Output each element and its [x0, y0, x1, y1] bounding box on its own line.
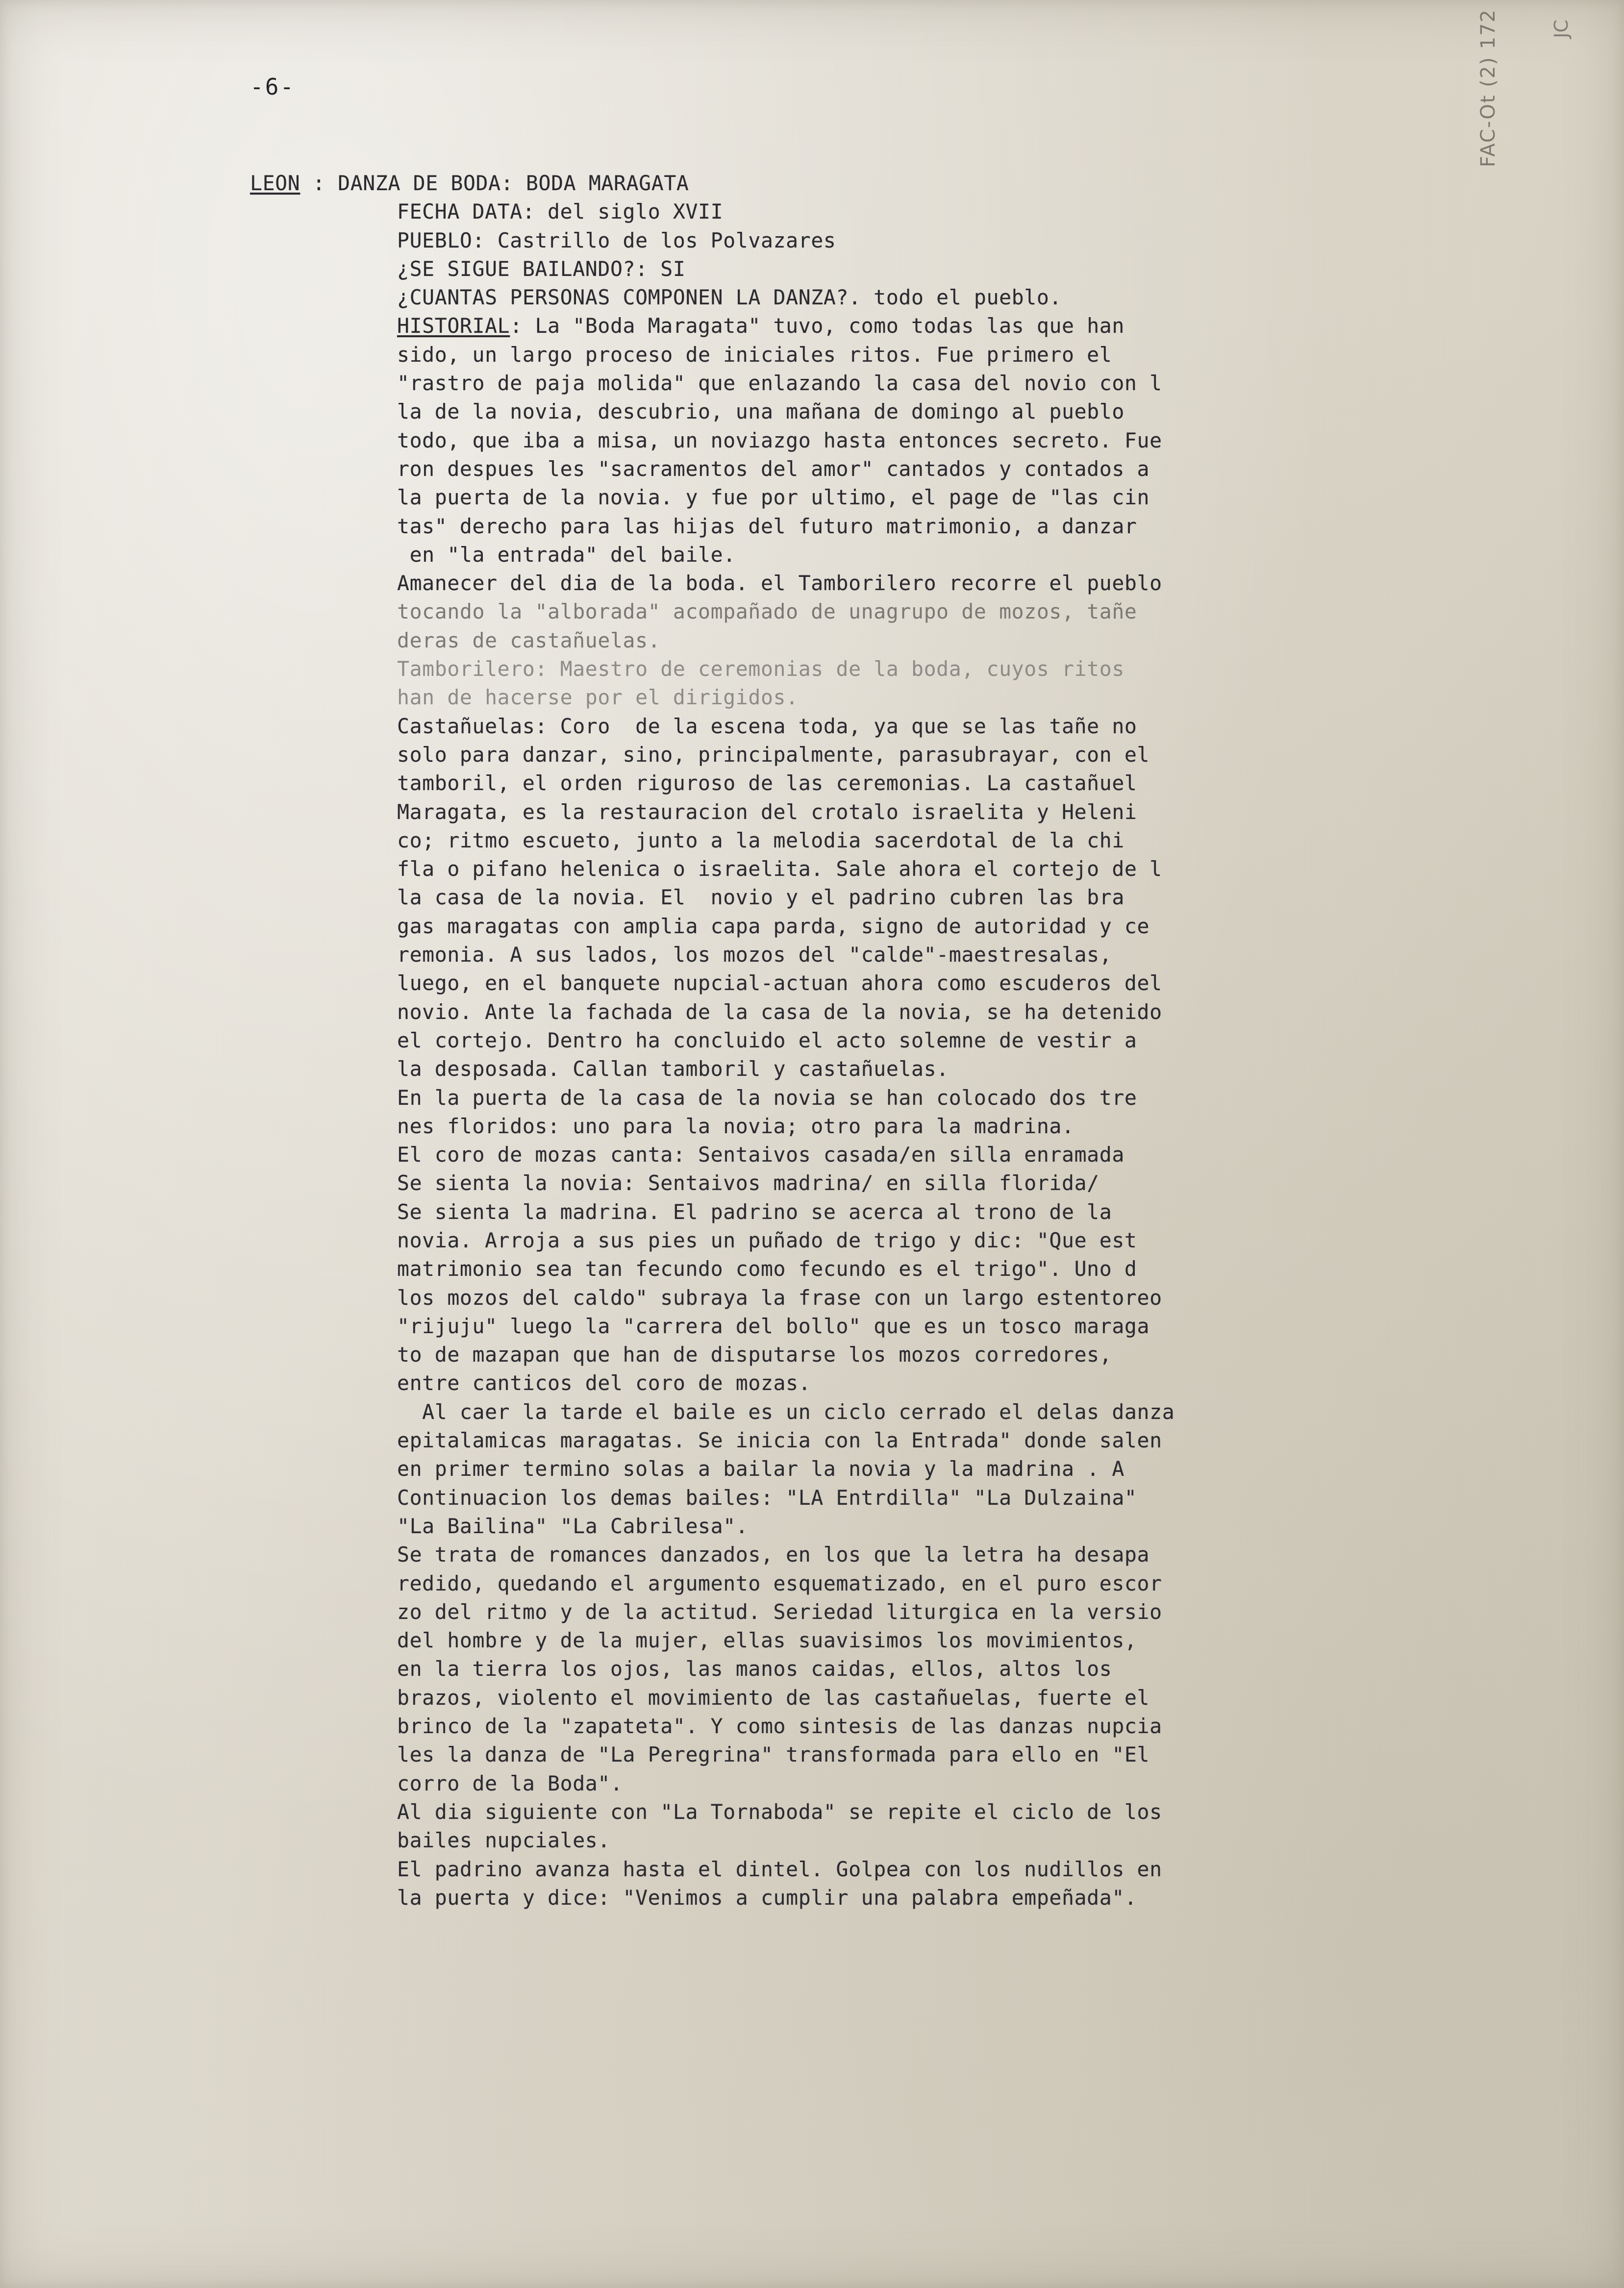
prose-line: [250, 1312, 1574, 1341]
prose-text: "rastro de paja molida" que enlazando la casa del novio con l: [397, 371, 1162, 396]
prose-text: Se sienta la novia: Sentaivos madrina/ en silla florida/: [397, 1171, 1099, 1195]
prose-text: "La Bailina" "La Cabrilesa".: [397, 1514, 749, 1538]
prose-line: [250, 369, 1574, 398]
field-value-danza: BODA MARAGATA: [513, 171, 689, 195]
prose-text: les la danza de "La Peregrina" transformada para ello en "El: [397, 1742, 1150, 1767]
field-value-sigue-bailando: SI: [648, 256, 686, 281]
field-label-cuantas-personas: ¿CUANTAS PERSONAS COMPONEN LA DANZA?.: [397, 285, 861, 310]
prose-text: tas" derecho para las hijas del futuro matrimonio, a danzar: [397, 514, 1137, 538]
prose-line: [250, 1569, 1574, 1598]
prose-line: [250, 1541, 1574, 1569]
prose-line: [250, 1769, 1574, 1798]
prose-line: [250, 1284, 1574, 1312]
prose-line: [250, 1026, 1574, 1055]
prose-text: novio. Ante la fachada de la casa de la novia, se ha detenido: [397, 999, 1162, 1024]
prose-line: [250, 1712, 1574, 1741]
prose-line: [250, 1055, 1574, 1083]
prose-line: [250, 683, 1574, 712]
prose-line: [250, 1826, 1574, 1855]
prose-text: entre canticos del coro de mozas.: [397, 1371, 811, 1395]
prose-text: El padrino avanza hasta el dintel. Golpea con los nudillos en: [397, 1857, 1162, 1881]
prose-text: co; ritmo escueto, junto a la melodia sacerdotal de la chi: [397, 828, 1124, 852]
prose-text: todo, que iba a misa, un noviazgo hasta entonces secreto. Fue: [397, 428, 1162, 452]
prose-line: [250, 1398, 1574, 1426]
prose-line: [250, 312, 1574, 340]
prose-text: "rijuju" luego la "carrera del bollo" que es un tosco maraga: [397, 1314, 1150, 1338]
prose-line: [250, 1455, 1574, 1483]
prose-line: [250, 626, 1574, 655]
prose-text: Castañuelas: Coro de la escena toda, ya que se las tañe no: [397, 714, 1137, 738]
prose-line: [250, 512, 1574, 541]
prose-text: redido, quedando el argumento esquematizado, en el puro escor: [397, 1571, 1162, 1595]
header-line: [250, 169, 1574, 198]
prose-line: [250, 341, 1574, 369]
prose-line: [250, 912, 1574, 941]
prose-line: [250, 826, 1574, 855]
prose-line: [250, 1341, 1574, 1369]
prose-text: to de mazapan que han de disputarse los mozos corredores,: [397, 1343, 1112, 1367]
prose-text: zo del ritmo y de la actitud. Seriedad liturgica en la versio: [397, 1599, 1162, 1624]
prose-text: la desposada. Callan tamboril y castañuelas.: [397, 1057, 949, 1081]
prose-text: Al caer la tarde el baile es un ciclo cerrado el delas danza: [397, 1399, 1175, 1424]
prose-text: la puerta y dice: "Venimos a cumplir una palabra empeñada".: [397, 1885, 1137, 1910]
prose-line: [250, 883, 1574, 912]
field-label-fecha: FECHA DATA:: [397, 199, 535, 224]
prose-text: la puerta de la novia. y fue por ultimo, el page de "las cin: [397, 485, 1150, 510]
prose-text: brazos, violento el movimiento de las castañuelas, fuerte el: [397, 1685, 1150, 1710]
prose-line: [250, 798, 1574, 826]
prose-text: Maragata, es la restauracion del crotalo israelita y Heleni: [397, 799, 1137, 824]
field-value-cuantas-personas: todo el pueblo.: [861, 285, 1062, 310]
prose-text: Tamborilero: Maestro de ceremonias de la boda, cuyos ritos: [397, 657, 1124, 681]
header-separator: :: [300, 171, 338, 195]
prose-line: [250, 1426, 1574, 1455]
prose-text: sido, un largo proceso de iniciales ritos. Fue primero el: [397, 342, 1112, 367]
prose-text: la casa de la novia. El novio y el padrino cubren las bra: [397, 885, 1124, 910]
prose-line: [250, 1084, 1574, 1112]
prose-line: [250, 1141, 1574, 1169]
prose-line: [250, 1484, 1574, 1512]
page-number: -6-: [250, 74, 296, 100]
region-label: LEON: [250, 171, 300, 195]
prose-line: [250, 426, 1574, 455]
prose-text: Se sienta la madrina. El padrino se acerca al trono de la: [397, 1199, 1112, 1224]
prose-container: [250, 312, 1574, 1912]
prose-line: [250, 1855, 1574, 1884]
prose-line: [250, 969, 1574, 997]
prose-line: [250, 1198, 1574, 1226]
prose-line: [250, 998, 1574, 1026]
prose-text: tocando la "alborada" acompañado de unagrupo de mozos, tañe: [397, 599, 1137, 624]
prose-text: corro de la Boda".: [397, 1771, 623, 1795]
prose-text: tamboril, el orden riguroso de las ceremonias. La castañuel: [397, 771, 1137, 796]
field-label-danza: DANZA DE BODA:: [338, 171, 514, 195]
prose-line: [250, 1655, 1574, 1683]
field-line-fecha: [250, 198, 1574, 226]
prose-text: brinco de la "zapateta". Y como sintesis de las danzas nupcia: [397, 1714, 1162, 1739]
prose-line: [250, 1626, 1574, 1655]
prose-text: : La "Boda Maragata" tuvo, como todas las que han: [510, 314, 1124, 338]
prose-line: [250, 1798, 1574, 1826]
prose-line: [250, 655, 1574, 683]
prose-text: En la puerta de la casa de la novia se han colocado dos tre: [397, 1085, 1137, 1110]
prose-text: en "la entrada" del baile.: [397, 542, 736, 567]
field-line-pueblo: [250, 226, 1574, 255]
historial-label: HISTORIAL: [397, 314, 510, 338]
prose-line: [250, 398, 1574, 426]
prose-line: [250, 483, 1574, 512]
prose-text: en la tierra los ojos, las manos caidas, ellos, altos los: [397, 1657, 1112, 1681]
prose-line: [250, 1369, 1574, 1397]
prose-text: han de hacerse por el dirigidos.: [397, 685, 799, 710]
prose-text: gas maragatas con amplia capa parda, signo de autoridad y ce: [397, 914, 1150, 938]
prose-text: epitalamicas maragatas. Se inicia con la Entrada" donde salen: [397, 1428, 1162, 1453]
prose-text: matrimonio sea tan fecundo como fecundo es el trigo". Uno d: [397, 1257, 1137, 1281]
prose-text: remonia. A sus lados, los mozos del "calde"-maestresalas,: [397, 943, 1112, 967]
prose-line: [250, 1112, 1574, 1141]
prose-line: [250, 1226, 1574, 1255]
prose-text: Continuacion los demas bailes: "LA Entrdilla" "La Dulzaina": [397, 1485, 1137, 1510]
prose-line: [250, 1512, 1574, 1541]
prose-text: del hombre y de la mujer, ellas suavisimos los movimientos,: [397, 1628, 1137, 1653]
prose-line: [250, 941, 1574, 969]
typewritten-body: [250, 169, 1574, 1912]
field-label-pueblo: PUEBLO:: [397, 228, 485, 252]
field-line-cuantas-personas: [250, 283, 1574, 312]
prose-line: [250, 1255, 1574, 1283]
prose-line: [250, 741, 1574, 769]
prose-line: [250, 597, 1574, 626]
field-value-fecha: del siglo XVII: [535, 199, 724, 224]
prose-text: la de la novia, descubrio, una mañana de domingo al pueblo: [397, 399, 1124, 424]
prose-line: [250, 769, 1574, 797]
prose-text: los mozos del caldo" subraya la frase con un largo estentoreo: [397, 1285, 1162, 1310]
archive-marking-secondary: JC: [1550, 20, 1572, 38]
field-value-pueblo: Castrillo de los Polvazares: [485, 228, 836, 252]
prose-text: luego, en el banquete nupcial-actuan ahora como escuderos del: [397, 971, 1162, 995]
prose-line: [250, 1169, 1574, 1197]
prose-text: Al dia siguiente con "La Tornaboda" se repite el ciclo de los: [397, 1799, 1162, 1824]
prose-line: [250, 541, 1574, 569]
prose-text: en primer termino solas a bailar la novia y la madrina . A: [397, 1457, 1124, 1481]
prose-line: [250, 455, 1574, 483]
prose-text: ron despues les "sacramentos del amor" cantados y contados a: [397, 456, 1150, 481]
prose-text: novia. Arroja a sus pies un puñado de trigo y dic: "Que est: [397, 1228, 1137, 1252]
prose-text: fla o pifano helenica o israelita. Sale ahora el cortejo de l: [397, 857, 1162, 881]
prose-text: solo para danzar, sino, principalmente, parasubrayar, con el: [397, 742, 1150, 767]
prose-line: [250, 1884, 1574, 1912]
prose-text: Amanecer del dia de la boda. el Tamborilero recorre el pueblo: [397, 571, 1162, 596]
archive-marking-primary: FAC-Ot (2) 172: [1477, 9, 1499, 168]
field-line-sigue-bailando: [250, 255, 1574, 283]
prose-text: el cortejo. Dentro ha concluido el acto solemne de vestir a: [397, 1028, 1137, 1052]
prose-line: [250, 1598, 1574, 1626]
prose-text: deras de castañuelas.: [397, 628, 661, 652]
prose-text: Se trata de romances danzados, en los que la letra ha desapa: [397, 1542, 1150, 1567]
prose-text: bailes nupciales.: [397, 1828, 610, 1853]
prose-line: [250, 569, 1574, 597]
prose-line: [250, 1684, 1574, 1712]
prose-text: nes floridos: uno para la novia; otro para la madrina.: [397, 1114, 1074, 1138]
prose-text: El coro de mozas canta: Sentaivos casada/en silla enramada: [397, 1143, 1124, 1167]
prose-line: [250, 1741, 1574, 1769]
field-label-sigue-bailando: ¿SE SIGUE BAILANDO?:: [397, 256, 648, 281]
prose-line: [250, 855, 1574, 883]
prose-line: [250, 712, 1574, 741]
